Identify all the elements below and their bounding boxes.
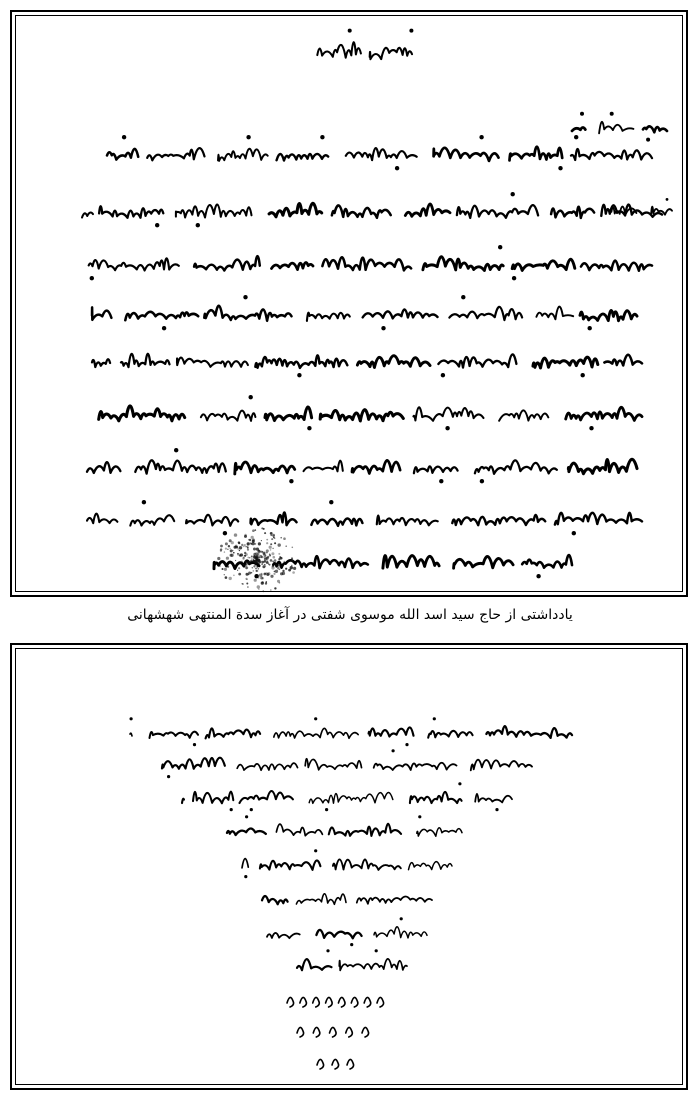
handwriting-line (89, 245, 652, 280)
colophon-line (162, 749, 532, 778)
handwriting-line (99, 395, 642, 430)
colophon-line (297, 949, 407, 970)
manuscript-image-top (10, 10, 688, 597)
basmala-line (317, 29, 413, 60)
colophon-line (242, 849, 452, 878)
manuscript-image-bottom (10, 643, 688, 1090)
handwritten-colophon-image (12, 645, 688, 1090)
seal-stamp (217, 527, 296, 592)
colophon-line (227, 815, 462, 836)
colophon-line (130, 717, 573, 746)
handwriting-line (87, 448, 637, 483)
margin-note (572, 112, 667, 142)
handwriting-line (87, 500, 642, 535)
handwriting-line (92, 295, 637, 330)
handwriting-line (92, 354, 642, 378)
figure-caption-top: یادداشتی از حاج سید اسد الله موسوی شفتی در آغاز سدة المنتهی شهشهانی (127, 607, 573, 623)
colophon-line (267, 917, 427, 946)
colophon-line (262, 894, 432, 905)
colophon-ornament (287, 997, 384, 1069)
colophon-line (182, 782, 512, 811)
handwriting-line (107, 135, 652, 170)
handwritten-note-image (12, 12, 688, 597)
handwriting-line (82, 192, 662, 227)
